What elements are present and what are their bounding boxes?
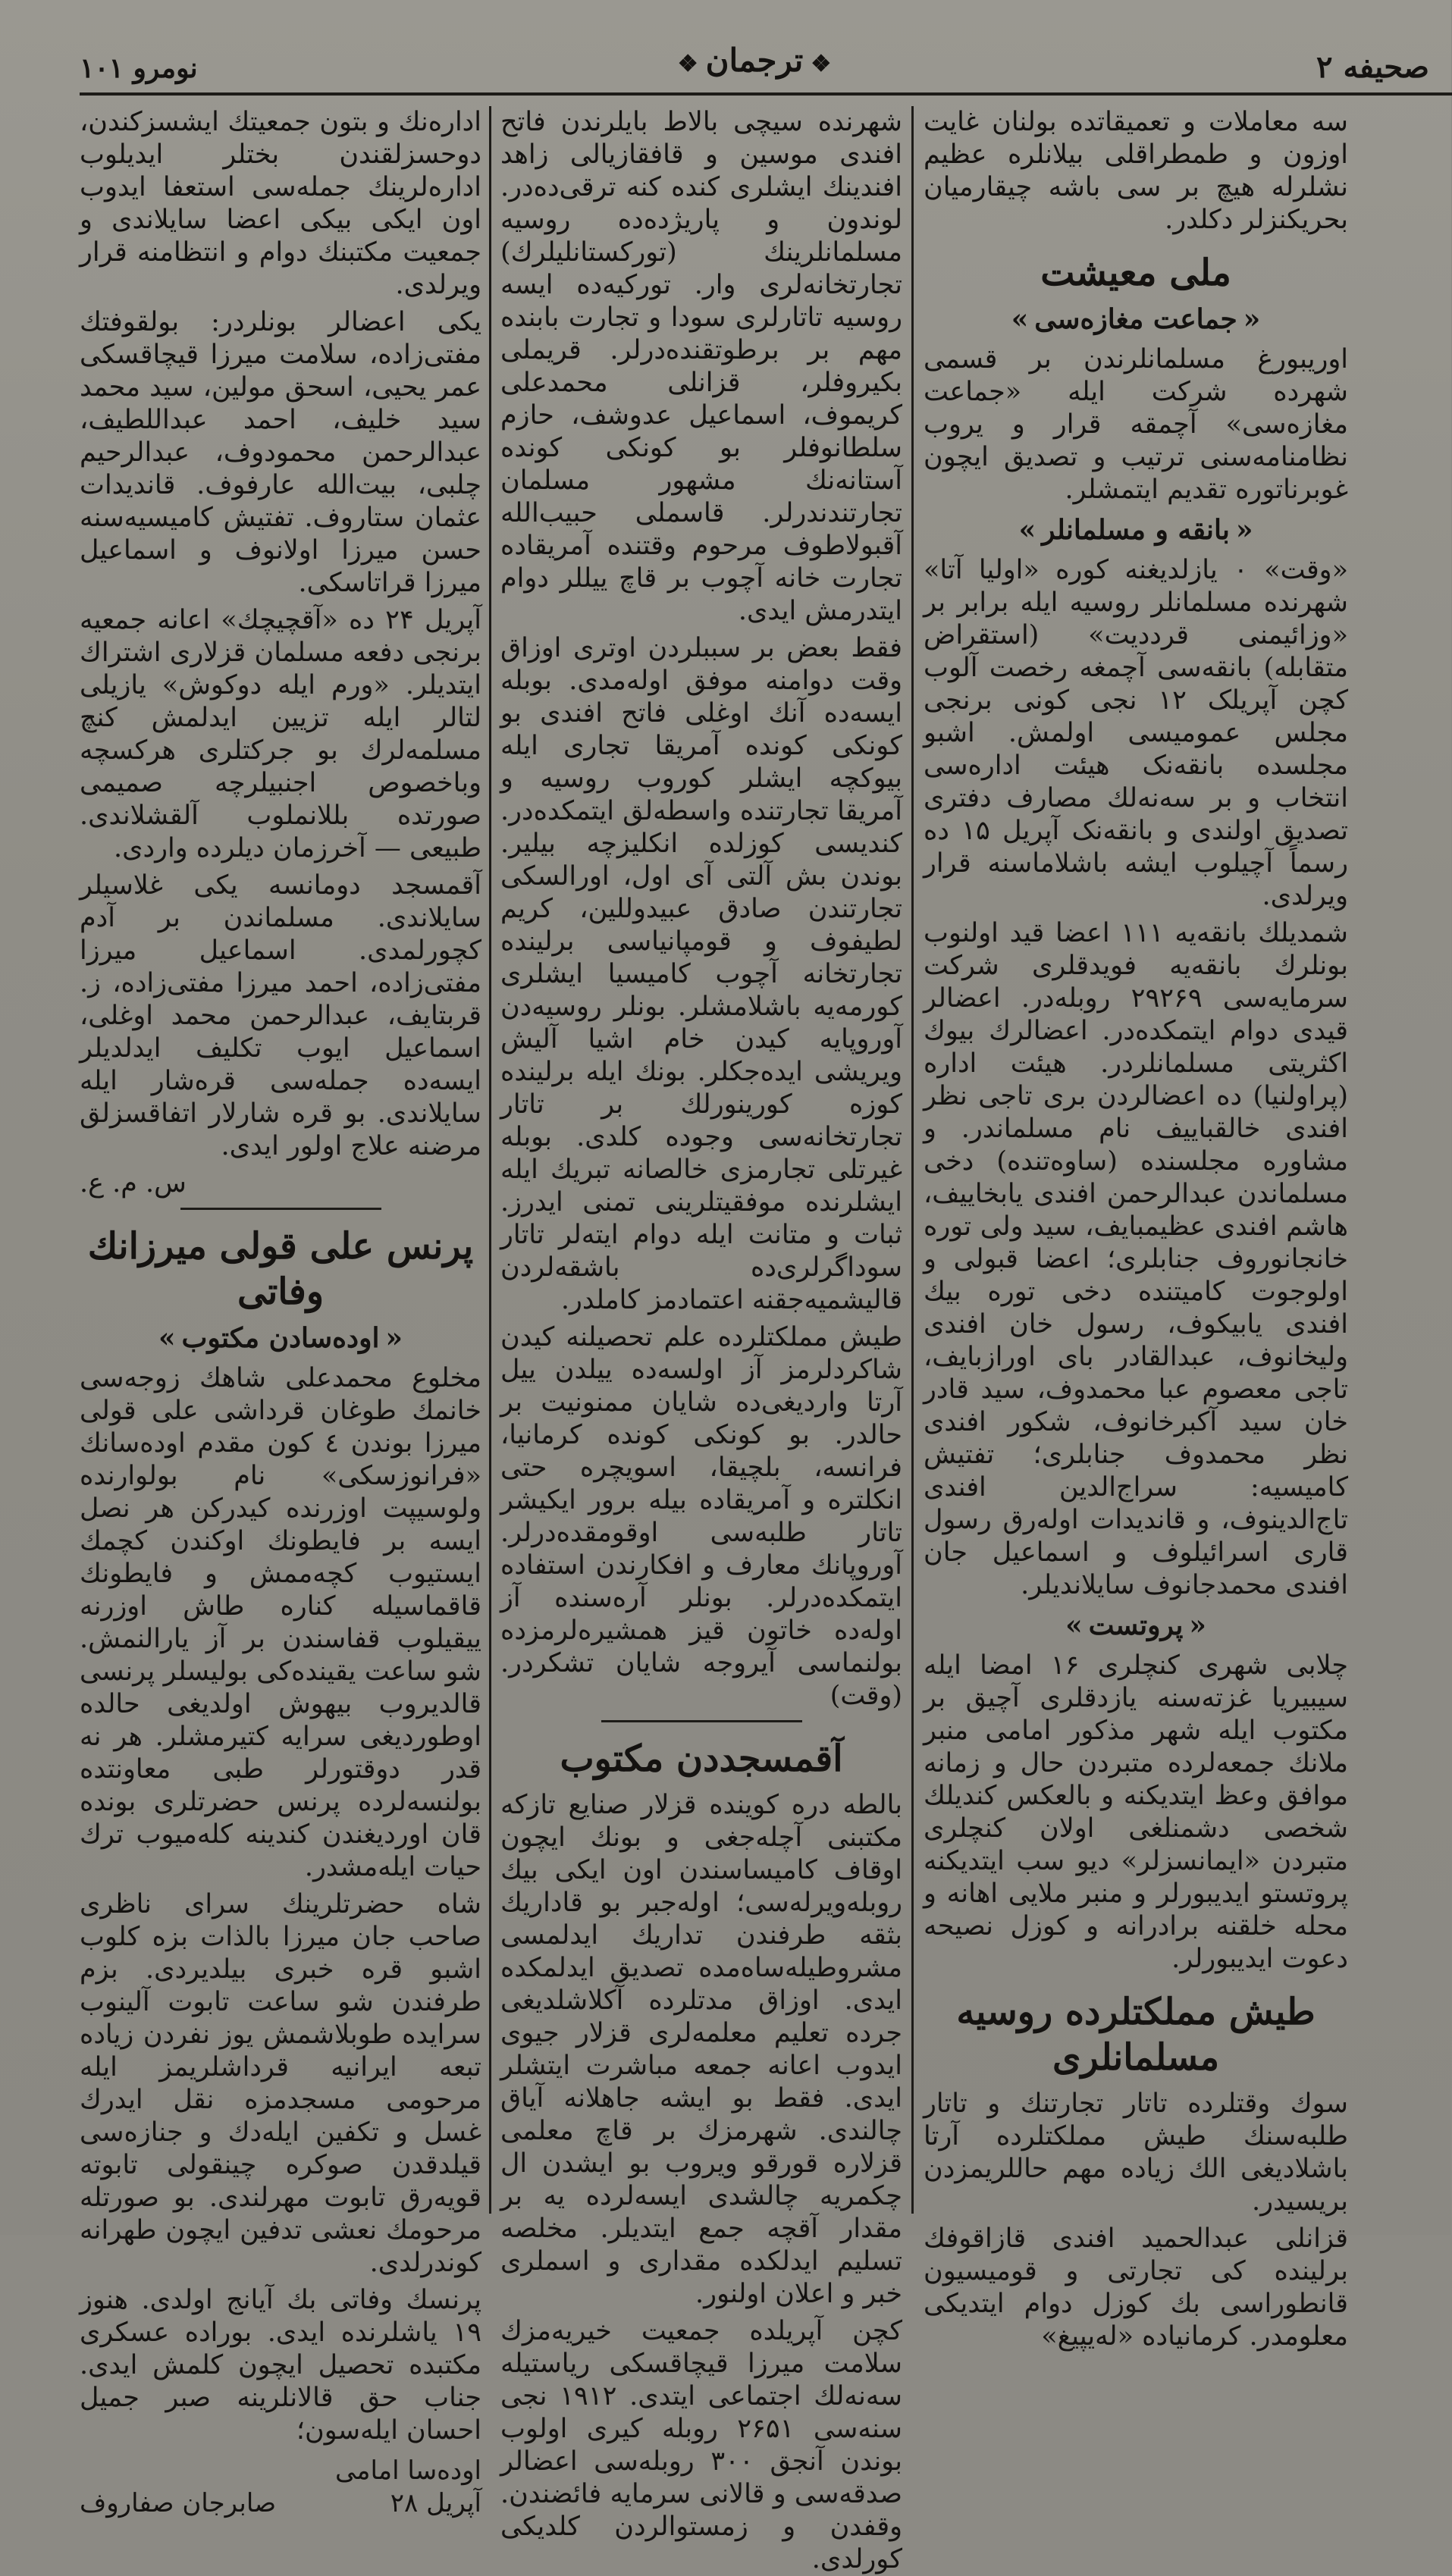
issue-number-label: نومرو ۱۰۱ [80,52,198,84]
left-column [80,106,481,2518]
right-column [924,106,1348,2352]
subheading-community-store: « جماعت مغازه‌سی » [924,303,1348,336]
subheading-protest: « پروتست » [924,1609,1348,1642]
paragraph: پرنسك وفاتی بك آیانج اولدی. هنوز ۱۹ یاشلرنده ایدی. بوراده عسکری مکتبده تحصیل ایچون کلمش ایدی. جناب حق قالانلرینه صبر جمیل احسان ایلەسون؛ [80,2285,481,2446]
paragraph: شاه حضرتلرینك سرای ناظری صاحب جان میرزا بالذات بزه کلوب اشبو قره خبری بیلدیردی. بزم طرفندن شو ساعت تابوت آلینوب سرایده طوبلاشمش یوز نفردن زیاده تبعه ایرانیه قرداشلریمز ایله مرحومی مسجدمزه نقل ایدرك غسل و تکفین ایلەدك و جنازه‌سی قیلدقدن صوکره چینقولی تابوته قویەرق تابوت مهرلندی. بو صورتله مرحومك نعشی تدفین ایچون طهرانه کوندرلدی. [80,1889,481,2278]
paragraph: «وقت» ۰ یازلدیغنه کوره «اولیا آتا» شهرنده مسلمانلر روسیه ایله برابر بر «وزائیمنی قرددیت» (استقراض متقابله) بانقه‌سی آچمغه رخصت آلوب کچن آپریلک ۱۲ نجی کونی برنجی مجلس عمومیسی اولمش. اشبو مجلسده بانقه‌نک هیئت اداره‌سی انتخاب و بر سه‌نه‌لك مصارف دفتری تصدیق اولندی و بانقه‌نک آپریل ۱۵ ده رسماً آچیلوب ایشه باشلاماسنه قرار ویرلدی. [924,555,1348,911]
paragraph: اوریبورغ مسلمانلرندن بر قسمی شهرده شرکت ایله «جماعت مغازه‌سی» آچمقه قرار و یروب نظامنامه‌سنی ترتیب و تصدیق ایچون غوبرناتوره تقدیم ایتمشلر. [924,344,1348,505]
paragraph: طیش مملکتلرده علم تحصیلنه کیدن شاکرد‌لرمز آز اولسه‌ده ییلدن ییل آرتا واردیغی‌ده شایان ممنونیت بر حالدر. بو کونکی کونده کرمانیا، فرانسه، بلچیقا، اسویچره حتی انکلتره و آمریقاده بیله برور ایکیشر تاتار طلبه‌سی اوقومقده‌درلر. آوروپانك معارف و افکارندن استفاده ایتمکده‌درلر. بونلر آره‌سنده آز اوله‌ده خاتون قیز همشیره‌لرمزده بولنماسی آیروجه شایان تشکردر. (وقت) [500,1322,902,1711]
subheading-bank-muslims: « بانقه و مسلمانلر » [924,514,1348,547]
heading-national-economy: ملی معیشت [1040,252,1231,294]
signature-block [80,2455,481,2520]
header-rule [80,92,1452,96]
paragraph: آقمسجد دومانسه یکی غلاسیلر سایلاندی. مسلماندن بر آدم کچورلمدی. اسماعیل میرزا مفتی‌زاده، احمد میرزا مفتی‌زاده، ز. قربتایف، عبدالرحمن محمد اوغلی، اسماعیل ایوب تکلیف ایدلدیلر ایسه‌ده جمله‌سی قرەشار ایله سایلاندی. بو قره شارلار اتفاقسزلق مرضنه علاج اولور ایدی. [80,870,481,1161]
heading-akmesjid-letter: آقمسجددن مکتوب [560,1738,843,1780]
section-separator [180,1208,381,1210]
initials: س. م. ع. [80,1168,187,1199]
paragraph: بالطه دره کوینده قزلار صنایع تازکه مکتبنی آچلەجغی و بونك ایچون اوقاف کامیساسندن اون ایکی بیك روبله‌ویرلەسی؛ اولەجبر بو قاداریك بثقه طرفندن تداریك ایدلمسی مشروطیله‌ساه‌مدە تصدیق ایدلمکده ایدی. اوزاق مدتلرده آکلاشلدیغی جرده تعلیم معلمه‌لری قزلار جیوی ایدوب اعانه جمعه مباشرت ایتشلر ایدی. فقط بو ایشه جاهلانه آیاق چالندی. شهرمزك بر قاچ معلمی قزلاره قورقو ویروب بو ایشدن ال چکمریه چالشدی ایسه‌لرده یه بر مقدار آقچه جمع ایتدیلر. مخلصه تسلیم ایدلکده مقداری و اسملری خبر و اعلان اولنور. [500,1790,902,2309]
heading-russian-muslims-abroad: طیش مملکتلرده روسیه مسلمانلری [956,1991,1316,2079]
paragraph: فقط بعض بر سببلردن اوتری اوزاق وقت دوامنه موفق اولەمدی. بوبلە ایسه‌ده آنك اوغلی فاتح افندی بو کونکی کونده آمریقا تجاری ایله بیوکچه ایشلر کوروب روسیه و آمریقا تجارتنده واسطه‌لق ایتمکده‌در. کندیسی کوزلده انکلیزچه بیلیر. بوندن بش آلتی آی اول، اورالسکی تجارتندن صادق عبیدوللین، کریم لطیفوف و قومپانیاسی برلینده تجارتخانه آچوب کامیسیا ایشلری کورمه‌یه باشلامشلر. بونلر روسیه‌دن آوروپایه کیدن خام اشیا آلیش ویریشی ایدەجکلر. بونك ایله برلینده کوزه کورینورلك بر تاتار تجارتخانه‌سی وجوده کلدی. بوبله غیرتلی تجارمزی خالصانه تبریك ایله ایشلرنده موفقیتلرینی تمنی ایدرز. ثبات و متانت ایله دوام ایتەلر تاتار سوداگرلری‌ده باشقه‌لردن قالیشمیه‌جقنه اعتمادمز کاملدر. [500,633,902,1315]
middle-column [500,106,903,2574]
page-number-label: صحیفه ۲ [1316,49,1429,85]
page-header [80,42,1429,95]
paragraph: شمدیلك بانقه‌یه ۱۱۱ اعضا قید اولنوب بونلرك بانقه‌یه فویدقلری شرکت سرمایه‌سی ۲۹۲۶۹ روبله‌در. اعضالر قیدی دوام ایتمکده‌در. اعضالرك بیوك اکثریتی مسلمانلردر. هیئت اداره (پراولنیا) ده اعضالردن بری تاجی نظر افندی خالقباییف نام مسلماندر. و مشاوره مجلسنده (ساوه‌تنده) دخی مسلماندن عبدالرحمن افندی یابخاییف، هاشم افندی عظیمبایف، سید ولی توره خانجانوروف جنابلری؛ اعضا قبولی و اولوجوت کامیتنده دخی توره بیك افندی یابیکوف، رسول خان افندی ولیخانوف، عبدالقادر بای اورازبایف، تاجی معصوم عبا محمدوف، سید قادر خان سید آکبرخانوف، شکور افندی نظر محمدوف جنابلری؛ تفتیش کامیسیه: سراج‌الدین افندی تاج‌الدینوف، و قاندیدات اولەرق رسول قاری اسرائیلوف و اسماعیل جان افندی محمدجانوف سایلاندیلر. [924,918,1348,1600]
signature-title: اوده‌سا امامی [334,2455,481,2486]
paragraph: شهرنده سیچی بالاط بایلرندن فاتح افندی موسین و قافقازیالی زاهد افندینك ایشلری کنده کنه ترقی‌ده‌در. لوندون و پاریژده‌ده روسیه مسلمانلرینك (تورکستانلیلرك) تجارتخانه‌لری وار. تورکیه‌ده ایسه روسیه تاتارلری سودا و تجارت بابنده مهم بر برطوتقنده‌درلر. قریملی بکیروفلر، قزانلی محمدعلی کریموف، اسماعیل عدوشف، حازم سلطانوفلر بو کونکی کونده آستانەنك مشهور مسلمان تجارتندندرلر. قاسملی حبیب‌الله آقبولاطوف مرحوم وقتنده آمریقاده تجارت خانه آچوب بر قاچ ییللر دوام ایتدرمش ایدی. [500,107,902,626]
paragraph: مخلوع محمدعلی شاهك زوجه‌سی خانمك طوغان قرداشی علی قولی میرزا بوندن ٤ کون مقدم اوده‌سانك «فرانوزسکی» نام بولوارنده ولوسیپت اوزرنده کیدرکن هر نصل ایسه بر فایطونك اوکندن کچمك ایستیوب کچەممش و فایطونك قاقماسیله کناره طاش اوزرنه ییقیلوب قفاسندن بر آز یارالنمش. شو ساعت یقینده‌کی بولیسلر پرنسی قالدیروب بیهوش اولدیغی حالده اوطوردیغی سرایه کتیرمشلر. هر نه قدر دوقتورلر طبی معاونتده بولنسه‌لرده پرنس حضرتلری بونده قان اوردیغندن کندینه کله‌میوب ترك حیات ایلەمشدر. [80,1363,481,1882]
paragraph: سوك وقتلرده تاتار تجارتنك و تاتار طلبه‌سنك طیش مملکتلرده آرتا باشلادیغی الك زیاده مهم حاللریمزدن بریسیدر. [924,2089,1348,2217]
paragraph: کچن آپریلده جمعیت خیریه‌مزك سلامت میرزا قیچاقسکی ریاستیله سه‌نەلك اجتماعی ایتدی. ۱۹۱۲ نجی سنه‌سی ۲۶۵۱ روبله کیری اولوب بوندن آنجق ۳۰۰ روبله‌سی اعضالر صدقه‌سی و قالانی سرمایه فائضندن. وقفدن و زمستوالردن کلدیکی کورلدی. [500,2316,903,2574]
subheading-odessa-letter: « اوده‌سادن مکتوب » [80,1322,481,1355]
signature-date: آپریل ۲۸ [390,2488,481,2518]
column-divider [911,106,914,2214]
signature-name: صابرجان صفاروف [80,2488,277,2518]
column-divider [489,106,491,2214]
heading-prince-death: پرنس علی قولی میرزانك وفاتی [87,1225,474,1313]
masthead-title: ❖ ترجمان ❖ [640,42,870,79]
paragraph: ادارەنك و بتون جمعیتك ایشسزکندن، دوحسزلقندن بختلر ایدیلوب اداره‌لرینك جمله‌سی استعفا ایدوب اون ایکی بیکی اعضا سایلاندی و جمعیت مکتبنك دوام و انتظامنه قرار ویرلدی. [80,107,481,300]
paragraph: چلابی شهری کنچلری ۱۶ امضا ایله سیبیریا غزته‌سنه یازدقلری آچیق بر مکتوب ایله شهر مذکور امامی منبر ملانك جمعه‌لرده متبردن حال و زمانه موافق وعظ ایتدیکنه و بالعکس کندیلك شخصی دشمنلغی اولان کنچلری متبردن «ایمانسزلر» دیو سب ایتدیکنه پروتستو ایدیبورلر و منبر ملایی اهانه و محله خلقنه برادرانه و کوزل نصیحه دعوت ایدیبورلر. [924,1650,1348,1974]
paragraph: یکی اعضالر بونلردر: بولقوفتك مفتی‌زاده، سلامت میرزا قیچاقسکی عمر یحیی، اسحق مولین، سید محمد سید خلیف، احمد عبداللطیف، عبدالرحمن محمودوف، عبدالرحیم چلبی، بیت‌الله عارفوف. قاندیدات عثمان ستاروف. تفتیش کامیسیه‌سنه حسن میرزا اولانوف و اسماعیل میرزا قراتاسکی. [80,307,481,598]
paragraph: قزانلی عبدالحمید افندی قازاقوفك برلیندە کی تجارتی و قومیسیون قانطوراسی بك کوزل دوام ایتدیکی معلومدر. کرمانیاده «لەیپیغ» [924,2223,1348,2352]
paragraph: آپریل ۲۴ ده «آقچیچك» اعانه جمعیه برنجی دفعه مسلمان قزلاری اشتراك ایتدیلر. «ورم ایله دوکوش» یازیلی لتالر ایله تزیین ایدلمش کنچ مسلمه‌لرك بو جرکتلری هرکسچه وباخصوص اجنبیلرچه صمیمی صورتده بللانملوب آلقشلاندی. طبیعی — آخرزمان دیلرده واردی. [80,605,481,863]
right-intro: سه معاملات و تعمیقاتده بولنان غایت اوزون و طمطراقلی بیلانلره عظیم نشلرله هیچ بر سی باشه چیقارمیان بحریکنزلر دکلدر. [924,107,1348,235]
section-separator [601,1720,802,1722]
